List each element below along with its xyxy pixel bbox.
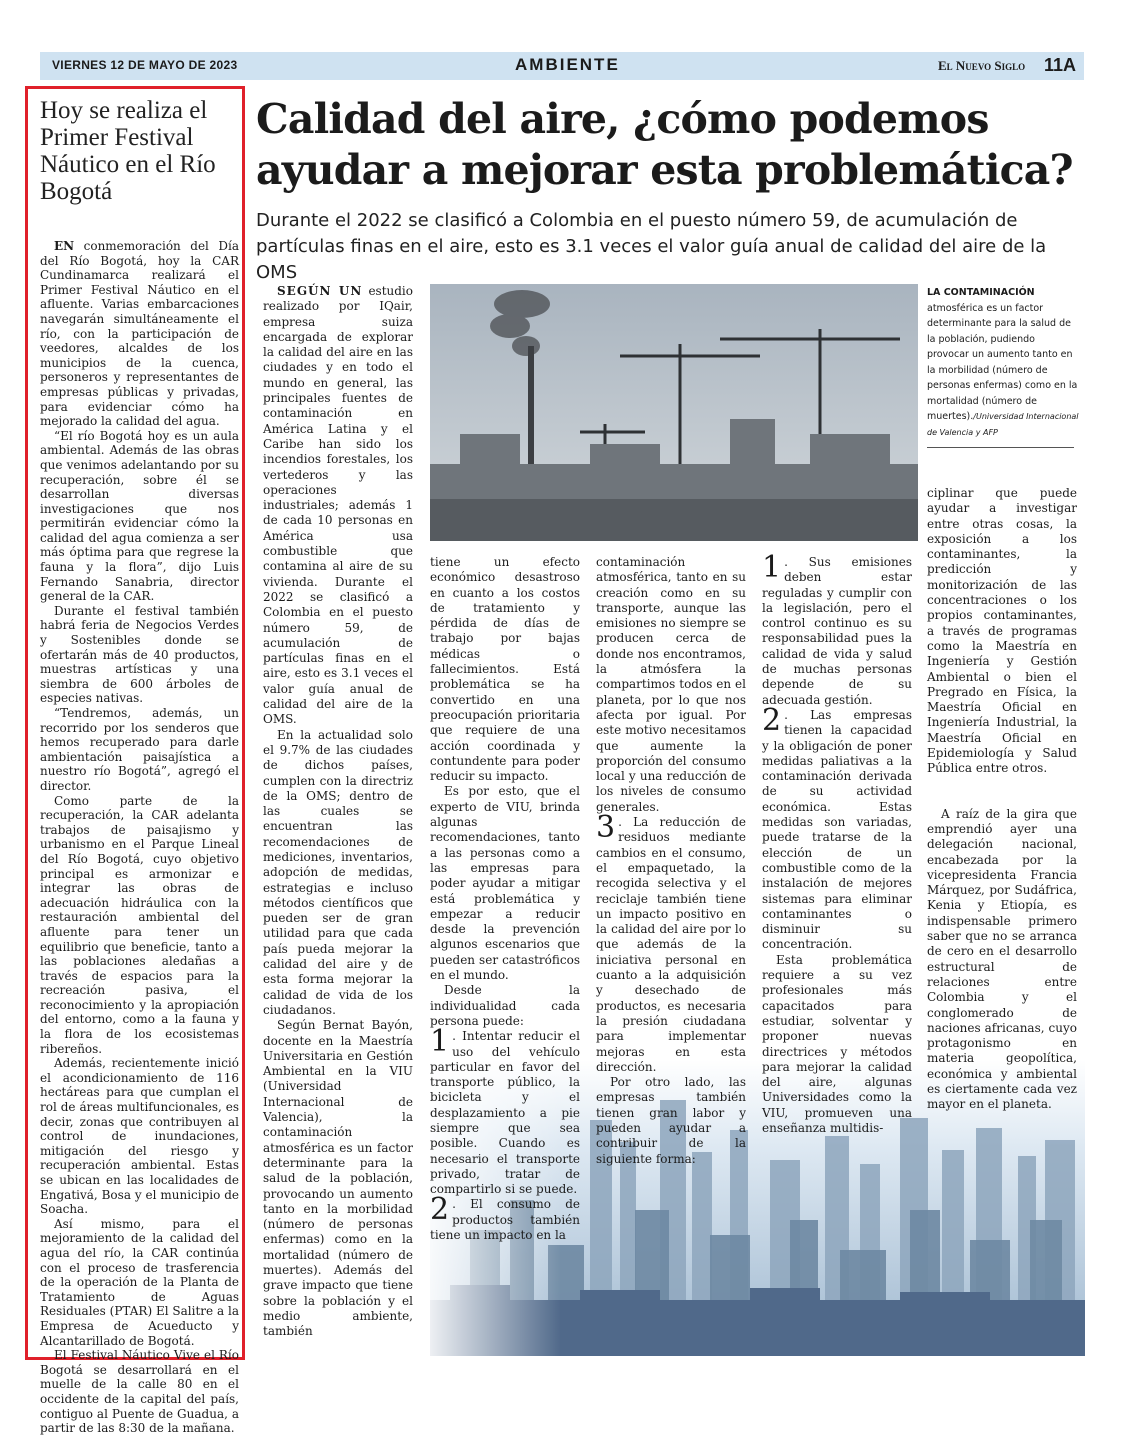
sidebar-title: Hoy se realiza el Primer Festival Náutico en el Río Bogotá [40, 97, 216, 205]
item-number: 2 [762, 702, 782, 738]
article-paragraph: Esta problemática requiere a su vez profesionales más capacitados para estudiar, solventar y proponer nuevas directrices y métodos para mejorar la calidad del aire, algunas Universidades como la VIU, promueven una enseñanza multidis- [762, 952, 912, 1135]
item-number: 1 [762, 550, 782, 585]
numbered-item: 2 . Las empresas tienen la capacidad y la obligación de poner medidas paliativas a la contaminación derivada de su actividad económica. Estas medidas son variadas, puede tratarse de la elección de un combustible como de la instalación de mejores sistemas para eliminar contaminantes o disminuir su concentración. [762, 702, 912, 952]
article-paragraph: A raíz de la gira que emprendió ayer una delegación nacional, encabezada por la vicepresidenta Francia Márquez, por Sudáfrica, Kenia y Etiopía, es indispensable primero saber que no se arranca de cero en el desarrollo estructural de relaciones entre Colombia y el conglomerado de naciones africanas, cuyo protagonismo en materia geopolítica, económica y ambiental es ciertamente cada vez mayor en el planeta. [927, 806, 1077, 1112]
item-number: 3 [596, 810, 616, 846]
article-paragraph: SEGÚN UN estudio realizado por IQair, empresa suiza encargada de explorar la calidad del aire en las ciudades y en todo el mundo en general, las principales fuentes de contaminación en América Latina y el Caribe han sido los incendios forestales, los vertederos y las operaciones industriales; además 1 de cada 10 personas en América usa combustible que contamina al aire de su vivienda. Durante el 2022 se clasificó a Colombia en el puesto número 59, de acumulación de partículas finas en el aire, esto es 3.1 veces el valor guía anual de calidad del aire de la OMS. [263, 284, 413, 727]
item-number: 1 [430, 1024, 450, 1060]
numbered-item: 2 . El consumo de productos también tiene un impacto en la [430, 1192, 580, 1243]
photo-caption [927, 285, 1079, 440]
newspaper-name: El Nuevo Siglo [938, 58, 1026, 73]
sidebar-lead: EN [54, 239, 75, 253]
article-column-3 [596, 555, 746, 1167]
sidebar-body [40, 239, 239, 1436]
article-column-5 [927, 486, 1077, 1113]
caption-credit: /Universidad Internacional de Valencia y AFP [927, 412, 1079, 437]
construction-photo [430, 284, 918, 541]
article-column-4 [762, 550, 912, 1136]
cranes-smokestack-illustration [430, 284, 918, 541]
article-paragraph: tiene un efecto económico desastroso en cuanto a los costos de tratamiento y pérdida de días de trabajo por bajas médicas o fallecimientos. Está problemática se ha convertido en una preocupación prioritaria que requiere de una acción coordinada y contundente para poder reducir su impacto. [430, 555, 580, 784]
numbered-item: 1 . Intentar reducir el uso del vehículo particular en favor del transporte público, la bicicleta y el desplazamiento a pie siempre que sea posible. Cuando es necesario el transporte privado, tratar de compartirlo si se puede. [430, 1024, 580, 1197]
header-date: VIERNES 12 DE MAYO DE 2023 [52, 58, 238, 72]
sidebar-paragraph: Además, recientemente inició el acondicionamiento de 116 hectáreas para que cumplan el rol de áreas multifuncionales, es decir, zonas que contribuyen al control de inundaciones, mitigación del riesgo y recuperación ambiental. Estas se ubican en las localidades de Engativá, Bosa y el municipio de Soacha. [40, 1056, 239, 1217]
sidebar-paragraph: “Tendremos, además, un recorrido por los senderos que hemos recuperado para darle ambientación paisajística a nuestro río Bogotá”, agregó el director. [40, 706, 239, 793]
section-name: AMBIENTE [515, 55, 620, 74]
article-paragraph: Es por esto, que el experto de VIU, brinda algunas recomendaciones, tanto a las personas como a las empresas para poder ayudar a mitigar está problemática y empezar a reducir desde la prevención algunos escenarios que pueden ser catastróficos en el mundo. [430, 784, 580, 983]
sidebar-paragraph: Durante el festival también habrá feria de Negocios Verdes y Sostenibles donde se ofertarán más de 40 productos, muestras artísticas y una siembra de 600 árboles de especies nativas. [40, 603, 239, 706]
item-number: 2 [430, 1192, 450, 1228]
numbered-item: 3 . La reducción de residuos mediante cambios en el consumo, el empaquetado, la recogida selectiva y el reciclaje también tiene un impacto positivo en la calidad del aire por lo que además de la iniciativa personal en cuanto a la adquisición y desechado de productos, es necesaria la presión ciudadana para implementar mejoras en esta dirección. [596, 810, 746, 1074]
sidebar-paragraph: El Festival Náutico Vive el Río Bogotá se desarrollará en el muelle de la calle 80 en el occidente de la capital del país, contiguo al Puente de Guadua, a partir de las 8:30 de la mañana. [40, 1348, 239, 1436]
caption-label: LA CONTAMINACIÓN [927, 287, 1035, 298]
article-subtitle: Durante el 2022 se clasificó a Colombia en el puesto número 59, de acumulación de partículas finas en el aire, esto es 3.1 veces el valor guía anual de calidad del aire de la OMS [256, 210, 1047, 283]
page-header [40, 52, 1084, 80]
article-paragraph: En la actualidad solo el 9.7% de las ciudades de dichos países, cumplen con la directriz de la OMS; dentro de las cuales se encuentran las recomendaciones de mediciones, inventarios, adopción de medidas, estrategias e incluso métodos científicos que pueden ser de gran utilidad para que cada país pueda mejorar la calidad del aire y de esta forma mejorar la calidad de vida de los ciudadanos. [263, 727, 413, 1017]
article-paragraph: Por otro lado, las empresas también tienen gran labor y pueden ayudar a contribuir de la siguiente forma: [596, 1075, 746, 1166]
article-paragraph: Según Bernat Bayón, docente en la Maestría Universitaria en Gestión Ambiental en la VIU (Universidad Internacional de Valencia), la contaminación atmosférica es un factor determinante para la salud de la población, provocando un aumento tanto en la morbilidad (número de personas enfermas) como en la mortalidad (número de muertes). Además del grave impacto que tiene sobre la población y el medio ambiente, también [263, 1018, 413, 1339]
article-column-1 [263, 284, 413, 1339]
sidebar-paragraph: “El río Bogotá hoy es un aula ambiental. Además de las obras que venimos adelantando por su recuperación, sobre él se desarrollan diversas investigaciones que nos permitirán evidenciar cómo la calidad del agua comienza a ser más óptima para que regrese la fauna y la flora”, dijo Luis Fernando Sanabria, director general de la CAR. [40, 428, 239, 604]
caption-text: atmosférica es un factor determinante para la salud de la población, pudiendo provocar un aumento tanto en la morbilidad (número de personas enfermas) como en la mortalidad (número de muertes). [927, 302, 1078, 422]
article-paragraph: Desde la individualidad cada persona puede: [430, 983, 580, 1028]
sidebar-paragraph: Como parte de la recuperación, la CAR adelanta trabajos de paisajismo y urbanismo en el Parque Lineal del Río Bogotá, cuyo objetivo principal es armonizar e integrar las obras de adecuación hidráulica con la restauración ambiental del afluente para tener un equilibrio que beneficie, tanto a las poblaciones aledañas a través de espacios para la recreación pasiva, el reconocimiento y la apropiación del entorno, como a la fauna y la flora de los ecosistemas ribereños. [40, 793, 239, 1056]
sidebar-paragraph: EN conmemoración del Día del Río Bogotá, hoy la CAR Cundinamarca realizará el Primer Festival Náutico en el afluente. Varias embarcaciones navegarán simultáneamente el río, con la participación de veedores, alcaldes de los municipios de la cuenca, personeros y representantes de empresas públicas y privadas, para evidenciar cómo ha mejorado la calidad del agua. [40, 239, 239, 429]
numbered-item: 1 . Sus emisiones deben estar reguladas y cumplir con la legislación, pero el control continuo es su responsabilidad pues la calidad de vida y salud de muchas personas depende de su adecuada gestión. [762, 550, 912, 707]
caption-divider [927, 447, 1074, 448]
sidebar-story [25, 86, 245, 1436]
page-number: 11A [1044, 55, 1077, 75]
article-lead: SEGÚN UN [277, 284, 363, 298]
article-column-2 [430, 555, 580, 1243]
article-headline: Calidad del aire, ¿cómo podemos ayudar a mejorar esta problemática? [256, 95, 1073, 194]
article-paragraph: contaminación atmosférica, tanto en su creación como en su transporte, aunque las emisiones no siempre se producen cerca de donde nos encontramos, la atmósfera la compartimos todos en el planeta, por lo que nos afecta por igual. Por este motivo necesitamos que aumente la proporción del consumo local y una reducción de los niveles de consumo generales. [596, 555, 746, 814]
sidebar-paragraph: Así mismo, para el mejoramiento de la calidad del agua del río, la CAR continúa con el proceso de trasferencia de la operación de la Planta de Tratamiento de Aguas Residuales (PTAR) El Salitre a la Empresa de Acueducto y Alcantarillado de Bogotá. [40, 1216, 239, 1348]
article-paragraph: ciplinar que puede ayudar a investigar entre otras cosas, la exposición a los contaminantes, la predicción y monitorización de las concentraciones o los propios contaminantes, a través de programas como la Maestría en Ingeniería y Gestión Ambiental o bien el Pregrado en Física, la Maestría Oficial en Ingeniería Industrial, la Maestría Oficial en Epidemiología y Salud Pública entre otros. [927, 486, 1077, 776]
